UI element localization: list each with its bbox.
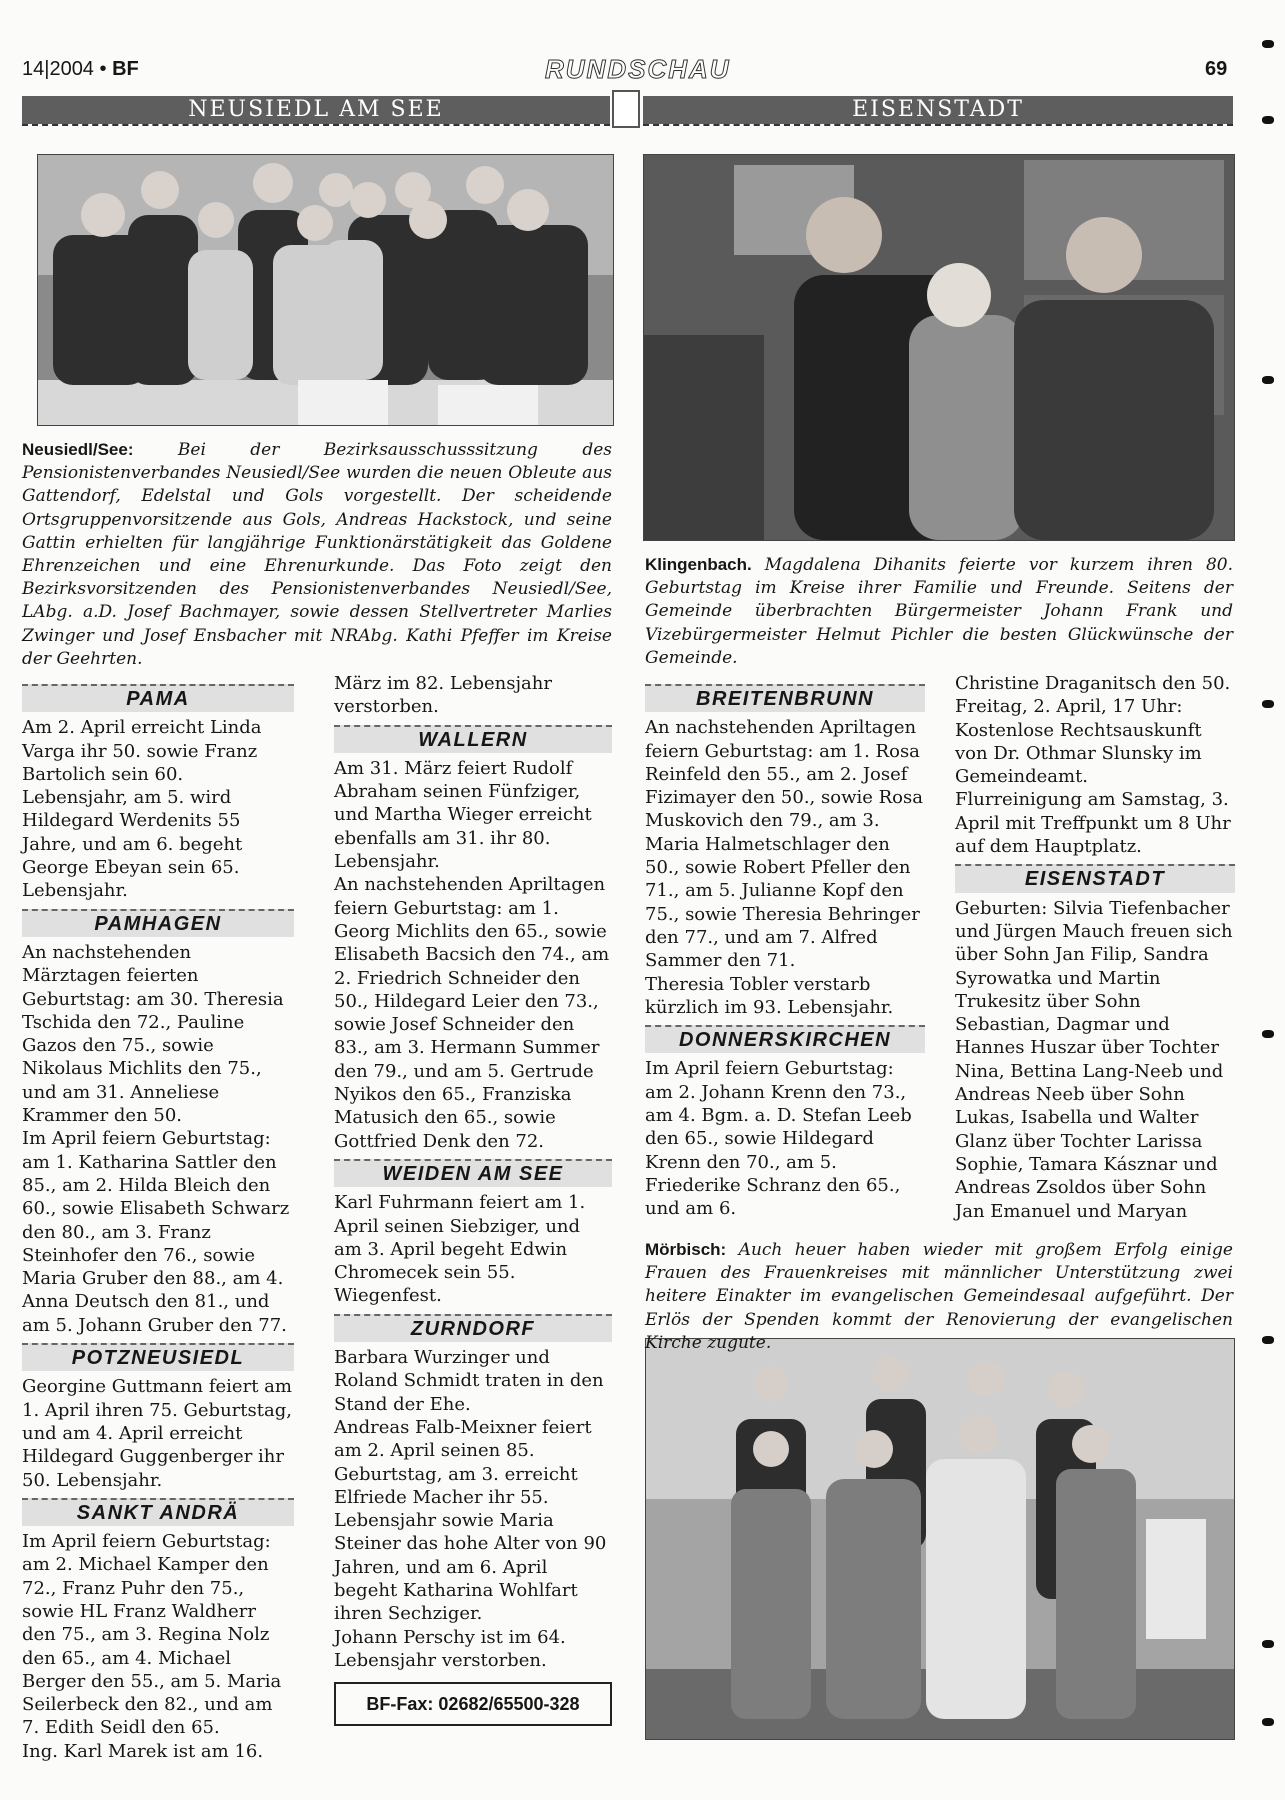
dash-divider-right (643, 124, 1233, 126)
heading-pamhagen: PAMHAGEN (22, 909, 294, 937)
page-number: 69 (1205, 58, 1228, 80)
section-title: RUNDSCHAU (545, 54, 731, 84)
caption-text: Magdalena Dihanits feierte vor kurzem ihren 80. Geburtstag im Kreise ihrer Familie und Freunde. Seitens der Gemeinde überbrachten Bürgermeister Johann Frank und Vizebürgermeister Helmut Pichler die besten Glückwünsche der Gemeinde. (645, 555, 1233, 668)
caption-lead: Neusiedl/See: (22, 440, 134, 459)
dash-divider-left (22, 124, 610, 126)
heading-eisenstadt: EISENSTADT (955, 864, 1235, 892)
pama-text: Am 2. April erreicht Linda Varga ihr 50. sowie Franz Bartolich sein 60. Lebensjahr, am 5. wird Hildegard Werdenits 55 Jahre, und am 6. begeht George Ebeyan sein 65. Lebensjahr. (22, 717, 262, 902)
bf-fax-box: BF-Fax: 02682/65500-328 (334, 1682, 612, 1726)
zurndorf-text-1: Barbara Wurzinger und Roland Schmidt traten in den Stand der Ehe. (334, 1347, 604, 1415)
pamhagen-text-1: An nachstehenden Märztagen feierten Geburtstag: am 30. Theresia Tschida den 72., Pauline Gazos den 75., sowie Nikolaus Michlits den 75., und am 31. Anneliese Krammer den 50. (22, 941, 284, 1127)
heading-pama: PAMA (22, 684, 294, 712)
caption-text: Auch heuer haben wieder mit großem Erfolg einige Frauen des Frauenkreises mit männlicher Unterstützung zwei heitere Einakter im evangelischen Gemeindesaal aufgeführt. Der Erlös der Spenden kommt der Renovierung der evangelischen Kirche zugute. (645, 1240, 1233, 1353)
caption-klingenbach (645, 553, 1233, 670)
heading-breitenbrunn: BREITENBRUNN (645, 684, 925, 712)
band-separator (612, 90, 640, 128)
eisenstadt-text: Geburten: Silvia Tiefenbacher und Jürgen Mauch freuen sich über Sohn Jan Filip, Sandra Syrowatka und Martin Trukesitz über Sohn Sebastian, Dagmar und Hannes Huszar über Tochter Nina, Bettina Lang-Neeb und Andreas Neeb über Sohn Lukas, Isabella und Walter Glanz über Tochter Larissa Sophie, Tamara Kásznar und Andreas Zsoldos über Sohn Jan Emanuel und Maryan (955, 897, 1233, 1222)
margin-mark (1262, 40, 1274, 48)
potzneusiedl-text: Georgine Guttmann feiert am 1. April ihren 75. Geburtstag, und am 4. April erreicht Hildegard Guggenberger ihr 50. Lebensjahr. (22, 1376, 292, 1491)
column-3 (645, 678, 925, 1221)
heading-donnerskirchen: DONNERSKIRCHEN (645, 1025, 925, 1053)
issue-info (22, 58, 139, 81)
column-2 (334, 672, 612, 1672)
wallern-text-1: Am 31. März feiert Rudolf Abraham seinen Fünfziger, und Martha Wieger erreicht ebenfalls am 31. ihr 80. Lebensjahr. (334, 757, 592, 873)
brand-label: BF (112, 58, 139, 80)
margin-mark (1262, 700, 1274, 708)
breitenbrunn-text-2: Theresia Tobler verstarb kürzlich im 93. Lebensjahr. (645, 973, 894, 1018)
zurndorf-text-2: Andreas Falb-Meixner feiert am 2. April seinen 85. Geburtstag, am 3. erreicht Elfriede Macher ihr 55. Lebensjahr sowie Maria Steiner das hohe Alter von 90 Jahren, und am 6. April begeht Katharina Wohlfart ihren Sechziger. (334, 1416, 607, 1625)
heading-zurndorf: ZURNDORF (334, 1314, 612, 1342)
heading-potzneusiedl: POTZNEUSIEDL (22, 1343, 294, 1371)
sankt-andrae-text-2: Ing. Karl Marek ist am 16. (22, 1740, 264, 1762)
donnerskirchen-text: Im April feiern Geburtstag: am 2. Johann Krenn den 73., am 4. Bgm. a. D. Stefan Leeb den 65., sowie Hildegard Krenn den 70., am 5. Friederike Schranz den 65., und am 6. (645, 1058, 912, 1220)
heading-wallern: WALLERN (334, 725, 612, 753)
col4-intro-2: Freitag, 2. April, 17 Uhr: Kostenlose Rechtsauskunft von Dr. Othmar Slunsky im Gemeindeamt. (955, 696, 1202, 788)
sankt-andrae-text: Im April feiern Geburtstag: am 2. Michael Kamper den 72., Franz Puhr den 75., sowie HL Franz Waldherr den 75., am 3. Regina Nolz den 65., am 4. Michael Berger den 55., am 5. Maria Seilerbeck den 82., und am 7. Edith Seidl den 65. (22, 1531, 282, 1739)
caption-moerbisch (645, 1238, 1233, 1355)
col4-intro-1: Christine Draganitsch den 50. (955, 673, 1231, 694)
pamhagen-text-2: Im April feiern Geburtstag: am 1. Katharina Sattler den 85., am 2. Hilda Bleich den 60., sowie Elisabeth Schwarz den 80., am 3. Franz Steinhofer den 76., sowie Maria Gruber den 88., am 4. Anna Deutsch den 81., und am 5. Johann Gruber den 77. (22, 1128, 290, 1336)
column-1 (22, 678, 294, 1763)
photo-neusiedl-group (37, 154, 614, 426)
column-4 (955, 672, 1235, 1223)
col2-intro: März im 82. Lebensjahr verstorben. (334, 673, 552, 718)
heading-sankt-andrae: SANKT ANDRÄ (22, 1498, 294, 1526)
margin-mark (1262, 376, 1274, 384)
margin-mark (1262, 116, 1274, 124)
caption-lead: Klingenbach. (645, 555, 752, 574)
margin-mark (1262, 1640, 1274, 1648)
photo-moerbisch (645, 1338, 1235, 1740)
zurndorf-text-3: Johann Perschy ist im 64. Lebensjahr verstorben. (334, 1626, 566, 1671)
heading-weiden: WEIDEN AM SEE (334, 1159, 612, 1187)
band-neusiedl: NEUSIEDL AM SEE (22, 96, 610, 124)
band-eisenstadt: EISENSTADT (643, 96, 1233, 124)
photo-klingenbach (643, 154, 1235, 541)
caption-lead: Mörbisch: (645, 1240, 727, 1259)
breitenbrunn-text-1: An nachstehenden Apriltagen feiern Geburtstag: am 1. Rosa Reinfeld den 55., am 2. Josef Fizimayer den 50., sowie Rosa Muskovich den 79., am 3. Maria Halmetschlager den 50., sowie Robert Pfeller den 71., am 5. Julianne Kopf den 75., sowie Theresia Behringer den 77., und am 7. Alfred Sammer den 71. (645, 717, 923, 972)
margin-mark (1262, 1030, 1274, 1038)
issue-number: 14|2004 • (22, 58, 107, 80)
caption-neusiedl (22, 438, 612, 671)
wallern-text-2: An nachstehenden Apriltagen feiern Geburtstag: am 1. Georg Michlits den 65., sowie Elisabeth Bacsich den 74., am 2. Friedrich Schneider den 50., Hildegard Leier den 73., sowie Josef Schneider den 83., am 3. Hermann Summer den 79., und am 5. Gertrude Nyikos den 65., Franziska Matusich den 65., sowie Gottfried Denk den 72. (334, 874, 610, 1152)
margin-mark (1262, 1336, 1274, 1344)
col4-intro-3: Flurreinigung am Samstag, 3. April mit Treffpunkt um 8 Uhr auf dem Hauptplatz. (955, 789, 1231, 858)
margin-mark (1262, 1718, 1274, 1726)
caption-text: Bei der Bezirksausschusssitzung des Pensionistenverbandes Neusiedl/See wurden die neuen Obleute aus Gattendorf, Edelstal und Gols vorgestellt. Der scheidende Ortsgruppenvorsitzende aus Gols, Andreas Hackstock, und seine Gattin erhielten für langjährige Funktionärstätigkeit das Goldene Ehrenzeichen und eine Ehrenurkunde. Das Foto zeigt den Bezirksvorsitzenden des Pensionistenverbandes Neusiedl/See, LAbg. a.D. Josef Bachmayer, sowie dessen Stellvertreter Marlies Zwinger und Josef Ensbacher mit NRAbg. Kathi Pfeffer im Kreise der Geehrten. (22, 440, 612, 669)
weiden-text: Karl Fuhrmann feiert am 1. April seinen Siebziger, und am 3. April begeht Edwin Chromecek sein 55. Wiegenfest. (334, 1192, 586, 1307)
